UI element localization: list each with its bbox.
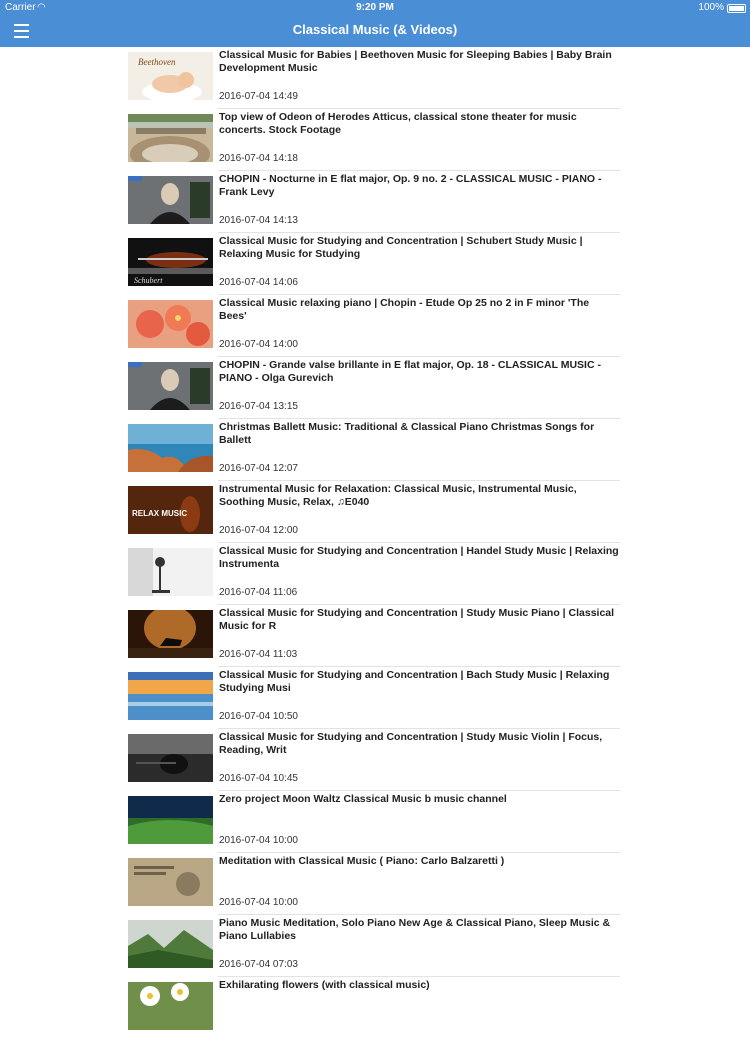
carrier-label: Carrier bbox=[5, 2, 36, 13]
video-date: 2016-07-04 12:00 bbox=[219, 525, 298, 536]
video-date: 2016-07-04 14:00 bbox=[219, 339, 298, 350]
video-thumbnail[interactable] bbox=[128, 238, 213, 286]
video-list[interactable] bbox=[128, 47, 620, 1039]
video-list-item[interactable] bbox=[128, 419, 620, 481]
thumbnail-caption: RELAX MUSIC bbox=[132, 509, 188, 518]
video-thumbnail[interactable] bbox=[128, 858, 213, 906]
video-date: 2016-07-04 10:00 bbox=[219, 897, 298, 908]
video-thumbnail[interactable] bbox=[128, 672, 213, 720]
navigation-bar bbox=[0, 16, 750, 47]
video-list-item[interactable] bbox=[128, 853, 620, 915]
video-title[interactable]: CHOPIN - Nocturne in E flat major, Op. 9 no. 2 - CLASSICAL MUSIC - PIANO - Frank Levy bbox=[219, 173, 602, 198]
video-list-item[interactable] bbox=[128, 481, 620, 543]
video-date: 2016-07-04 10:45 bbox=[219, 773, 298, 784]
video-thumbnail[interactable] bbox=[128, 362, 213, 410]
video-date: 2016-07-04 14:13 bbox=[219, 215, 298, 226]
video-title[interactable]: Classical Music relaxing piano | Chopin - Etude Op 25 no 2 in F minor 'The Bees' bbox=[219, 297, 590, 322]
video-date: 2016-07-04 11:06 bbox=[219, 587, 298, 598]
wifi-icon: ◠ bbox=[37, 2, 46, 13]
video-thumbnail[interactable] bbox=[128, 300, 213, 348]
video-list-item[interactable] bbox=[128, 667, 620, 729]
video-thumbnail[interactable] bbox=[128, 424, 213, 472]
video-thumbnail[interactable] bbox=[128, 486, 213, 534]
video-list-item[interactable] bbox=[128, 295, 620, 357]
video-date: 2016-07-04 10:00 bbox=[219, 835, 298, 846]
video-thumbnail[interactable] bbox=[128, 734, 213, 782]
battery-icon bbox=[727, 4, 746, 13]
thumbnail-caption: Schubert bbox=[134, 276, 163, 285]
video-list-item[interactable] bbox=[128, 729, 620, 791]
video-thumbnail[interactable] bbox=[128, 114, 213, 162]
video-list-item[interactable] bbox=[128, 357, 620, 419]
video-date: 2016-07-04 13:15 bbox=[219, 401, 298, 412]
page-title: Classical Music (& Videos) bbox=[292, 22, 458, 37]
video-list-item[interactable] bbox=[128, 109, 620, 171]
video-list-item[interactable] bbox=[128, 915, 620, 977]
video-date: 2016-07-04 07:03 bbox=[219, 959, 298, 970]
video-title[interactable]: Exhilarating flowers (with classical music) bbox=[219, 979, 430, 991]
status-bar bbox=[0, 0, 750, 16]
video-list-item[interactable] bbox=[128, 171, 620, 233]
video-date: 2016-07-04 12:07 bbox=[219, 463, 298, 474]
video-thumbnail[interactable] bbox=[128, 548, 213, 596]
clock: 9:20 PM bbox=[356, 2, 394, 13]
video-thumbnail[interactable] bbox=[128, 176, 213, 224]
battery-percent: 100% bbox=[698, 2, 724, 13]
video-title[interactable]: Meditation with Classical Music ( Piano: Carlo Balzaretti ) bbox=[219, 855, 505, 867]
video-date: 2016-07-04 11:03 bbox=[219, 649, 298, 660]
video-thumbnail[interactable] bbox=[128, 52, 213, 100]
video-date: 2016-07-04 14:49 bbox=[219, 91, 298, 102]
video-list-item[interactable] bbox=[128, 47, 620, 109]
video-title[interactable]: Top view of Odeon of Herodes Atticus, classical stone theater for music concerts. Stock Footage bbox=[219, 111, 577, 136]
video-list-item[interactable] bbox=[128, 233, 620, 295]
video-list-item[interactable] bbox=[128, 605, 620, 667]
video-title[interactable]: CHOPIN - Grande valse brillante in E flat major, Op. 18 - CLASSICAL MUSIC - PIANO - Olga Gurevich bbox=[219, 359, 601, 384]
video-date: 2016-07-04 14:06 bbox=[219, 277, 298, 288]
video-thumbnail[interactable] bbox=[128, 796, 213, 844]
video-title[interactable]: Classical Music for Studying and Concentration | Bach Study Music | Relaxing Studying Musi bbox=[219, 669, 610, 694]
video-list-item[interactable] bbox=[128, 791, 620, 853]
video-thumbnail[interactable] bbox=[128, 920, 213, 968]
video-title[interactable]: Instrumental Music for Relaxation: Classical Music, Instrumental Music, Soothing Music, Relax, ♫E040 bbox=[219, 483, 577, 508]
video-title[interactable]: Classical Music for Studying and Concentration | Handel Study Music | Relaxing Instrumenta bbox=[219, 545, 619, 570]
video-title[interactable]: Classical Music for Studying and Concentration | Study Music Violin | Focus, Reading, Writ bbox=[219, 731, 603, 756]
video-date: 2016-07-04 10:50 bbox=[219, 711, 298, 722]
video-title[interactable]: Classical Music for Studying and Concentration | Schubert Study Music | Relaxing Music for Studying bbox=[219, 235, 583, 260]
video-title[interactable]: Zero project Moon Waltz Classical Music b music channel bbox=[219, 793, 507, 805]
video-title[interactable]: Classical Music for Babies | Beethoven Music for Sleeping Babies | Baby Brain Development Music bbox=[219, 49, 612, 74]
video-title[interactable]: Piano Music Meditation, Solo Piano New Age & Classical Piano, Sleep Music & Piano Lullabies bbox=[219, 917, 611, 942]
video-title[interactable]: Christmas Ballett Music: Traditional & Classical Piano Christmas Songs for Ballett bbox=[219, 421, 595, 446]
video-thumbnail[interactable] bbox=[128, 982, 213, 1030]
video-date: 2016-07-04 14:18 bbox=[219, 153, 298, 164]
thumbnail-caption: Beethoven bbox=[138, 57, 176, 67]
video-thumbnail[interactable] bbox=[128, 610, 213, 658]
video-list-item[interactable] bbox=[128, 543, 620, 605]
video-list-item[interactable] bbox=[128, 977, 620, 1039]
video-title[interactable]: Classical Music for Studying and Concentration | Study Music Piano | Classical Music for R bbox=[219, 607, 615, 632]
